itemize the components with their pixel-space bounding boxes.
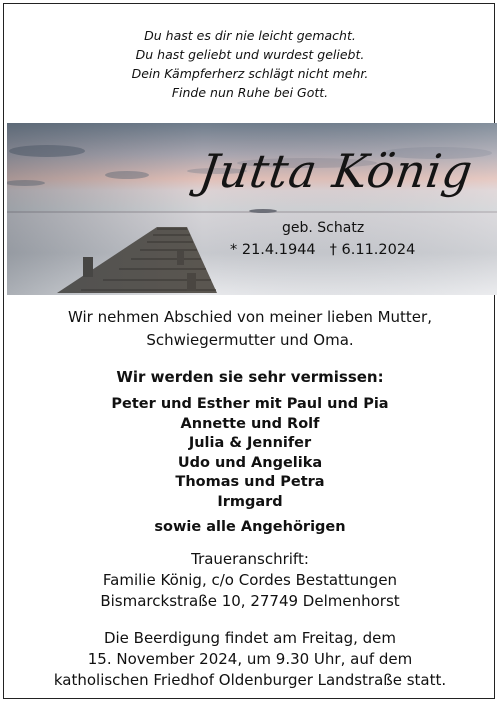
miss-heading: Wir werden sie sehr vermissen: — [116, 368, 384, 386]
address-line: Traueranschrift: — [191, 550, 309, 568]
death-date: † 6.11.2024 — [329, 242, 416, 258]
poem-line: Dein Kämpferherz schlägt nicht mehr. — [131, 66, 369, 81]
family-member: Udo und Angelika — [177, 454, 323, 471]
family-member: Annette und Rolf — [180, 415, 320, 432]
family-member: Peter und Esther mit Paul und Pia — [111, 396, 389, 412]
address-line: Familie König, c/o Cordes Bestattungen — [102, 571, 398, 589]
obituary-card — [3, 3, 495, 699]
funeral-line: 15. November 2024, um 9.30 Uhr, auf dem — [87, 650, 413, 668]
farewell-text — [4, 306, 496, 352]
poem-line: Du hast geliebt und wurdest geliebt. — [135, 47, 365, 62]
family-member: Thomas und Petra — [175, 474, 325, 490]
farewell-line: Wir nehmen Abschied von meiner lieben Mutter, — [68, 308, 432, 326]
funeral-line: Die Beerdigung findet am Freitag, dem — [103, 629, 397, 647]
birth-name: geb. Schatz — [282, 220, 365, 236]
farewell-line: Schwiegermutter und Oma. — [146, 331, 354, 349]
life-dates — [230, 242, 415, 258]
funeral-info — [4, 628, 496, 691]
other-relatives: sowie alle Angehörigen — [154, 519, 346, 535]
mourning-address — [4, 549, 496, 612]
poem — [4, 26, 496, 102]
funeral-line: katholischen Friedhof Oldenburger Landstraße statt. — [53, 671, 447, 689]
poem-line: Finde nun Ruhe bei Gott. — [171, 85, 329, 100]
deceased-name: Jutta König — [196, 144, 477, 198]
family-list — [4, 395, 496, 512]
address-line: Bismarckstraße 10, 27749 Delmenhorst — [100, 592, 400, 610]
birth-date: * 21.4.1944 — [230, 242, 316, 258]
poem-line: Du hast es dir nie leicht gemacht. — [144, 28, 356, 43]
family-member: Julia & Jennifer — [188, 435, 312, 451]
family-member: Irmgard — [217, 493, 283, 510]
